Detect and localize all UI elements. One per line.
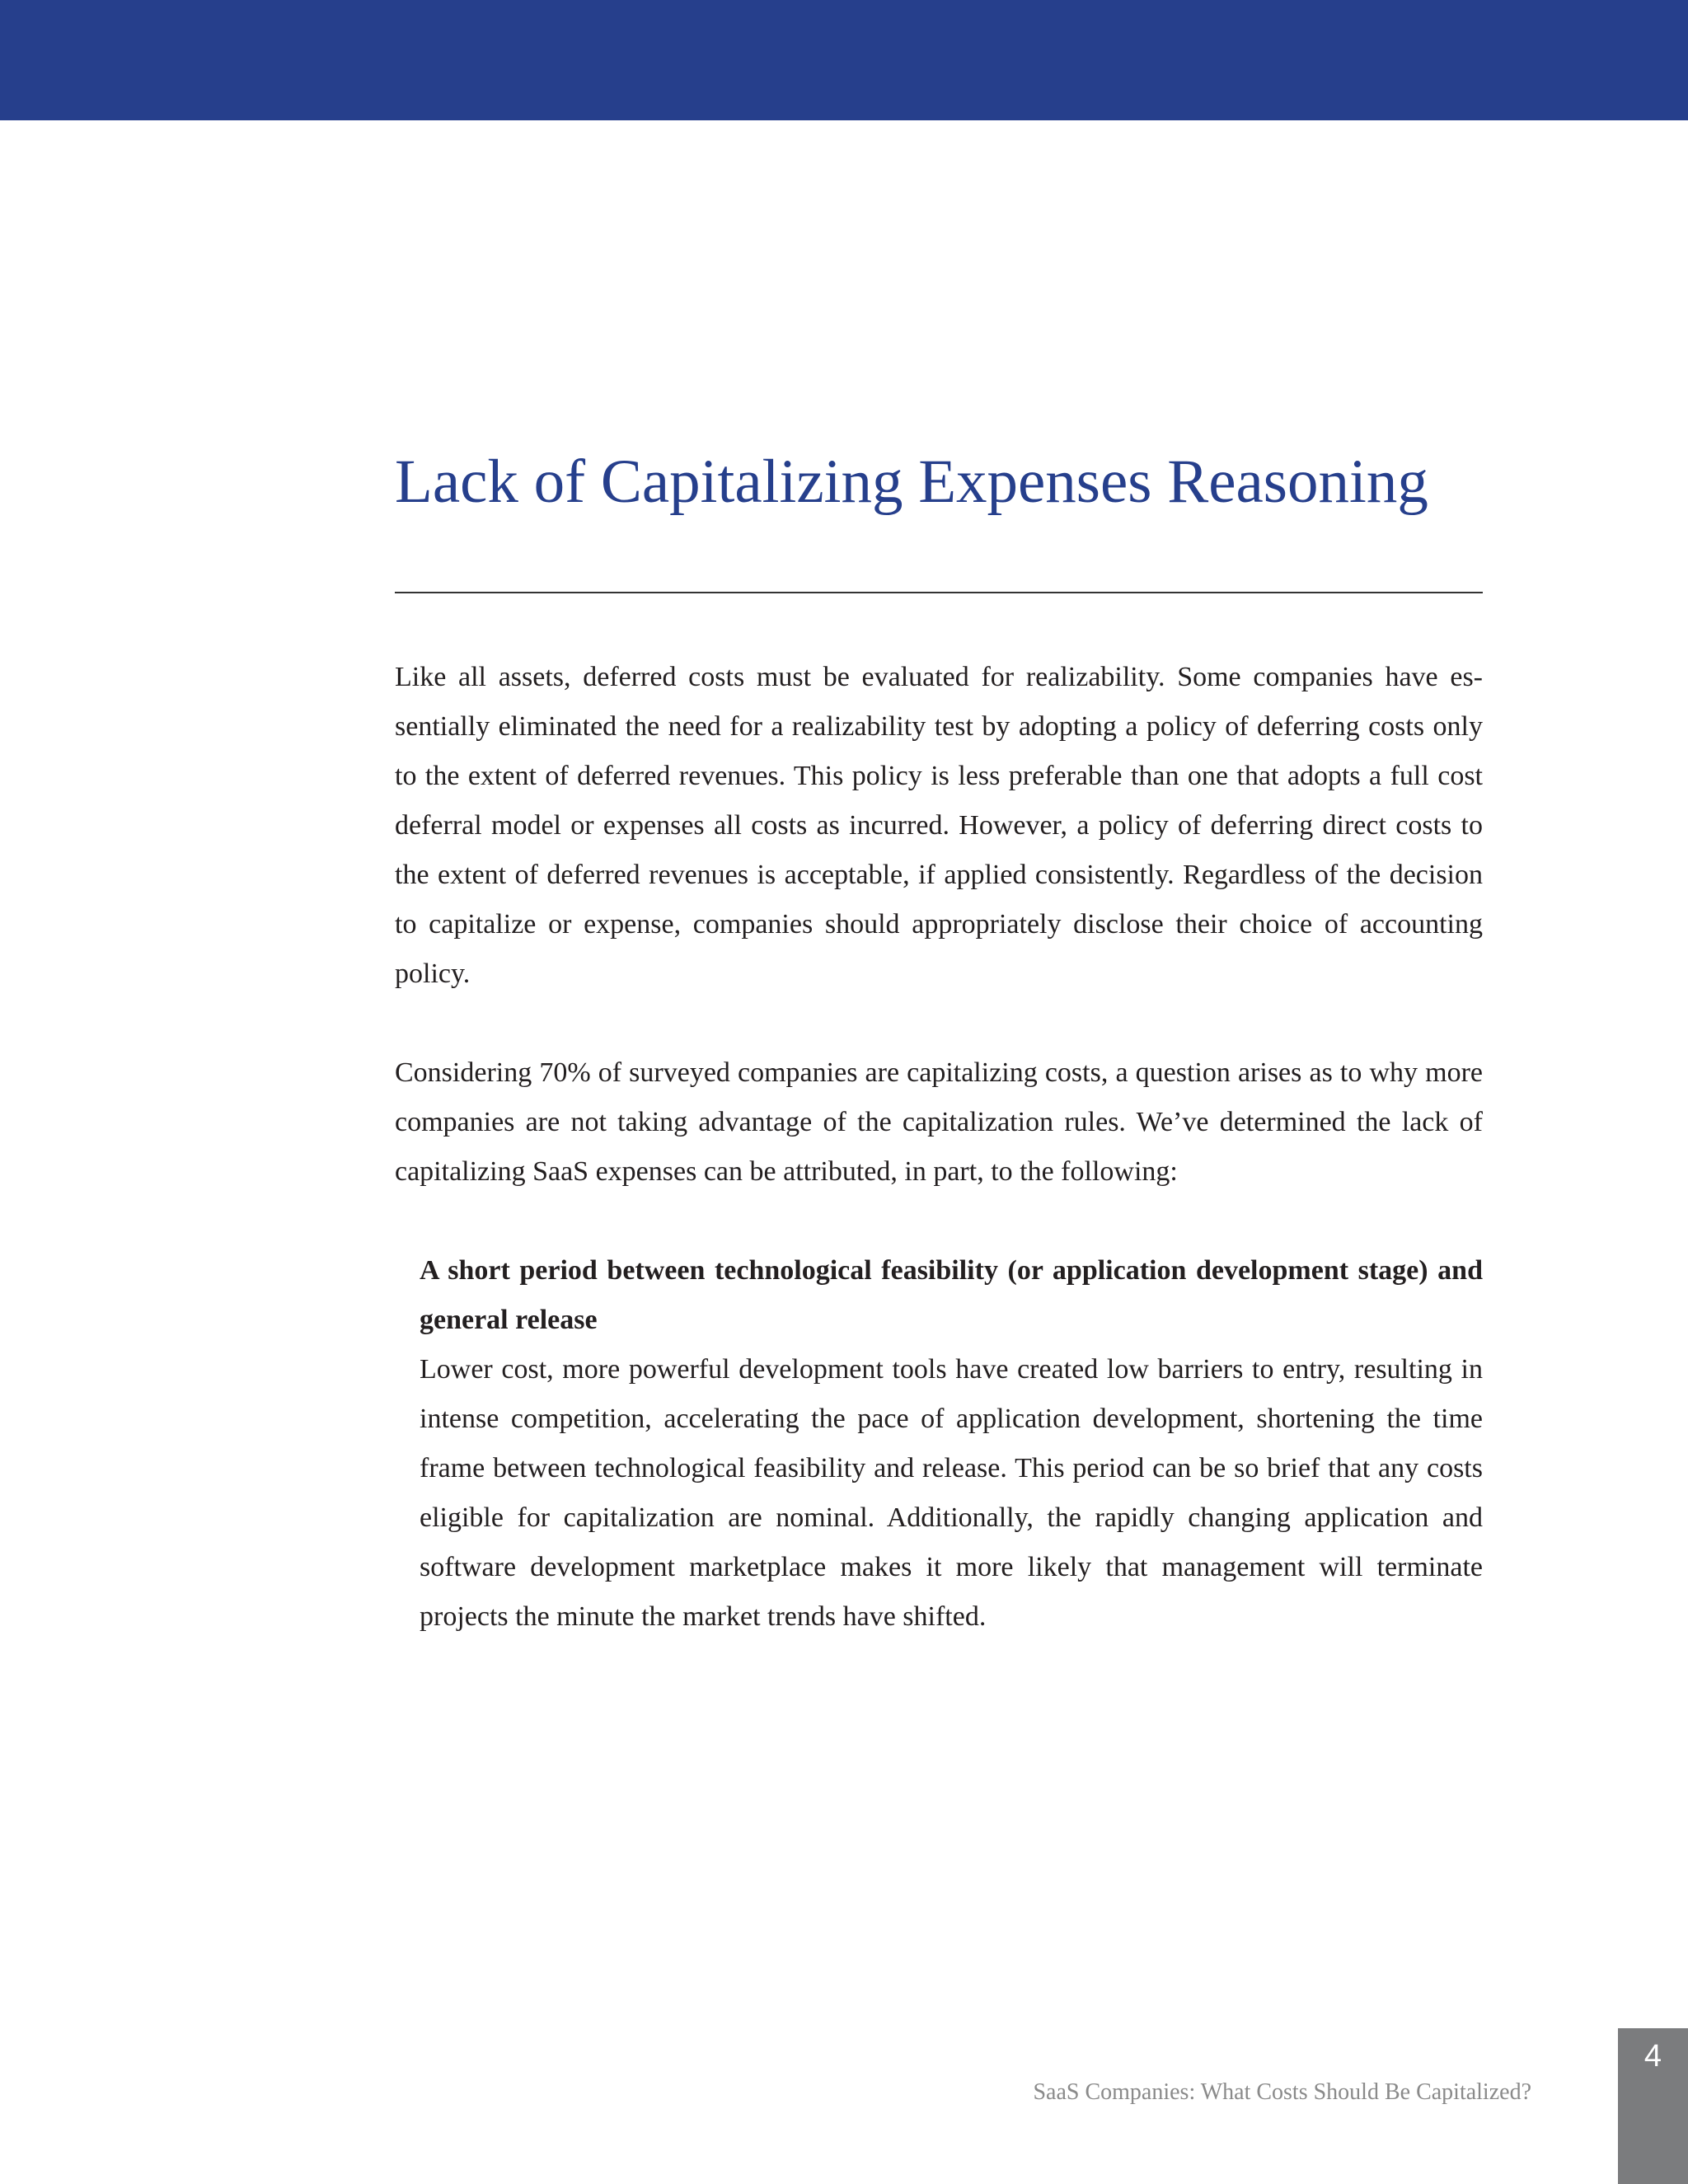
header-bar xyxy=(0,0,1688,120)
paragraph-capitalization-survey: Considering 70% of surveyed companies are capitalizing costs, a question arises as to why more companies are not taking advantage of the capitalization rules. We’ve determined the lack of capitalizing SaaS expenses can be attributed, in part, to the following: xyxy=(395,1057,1483,1187)
body-text xyxy=(395,653,1483,1642)
main-content xyxy=(395,437,1483,1632)
page-title: Lack of Capitalizing Expenses Reasoning xyxy=(395,448,1428,516)
footer-document-title: SaaS Companies: What Costs Should Be Capitalized? xyxy=(1033,2079,1531,2105)
subsection-short-period xyxy=(420,1246,1483,1642)
page-number-tab xyxy=(1618,2028,1688,2184)
paragraph-realizability: Like all assets, deferred costs must be evaluated for realizability. Some companies have essentially eliminated the need for a realizability test by adopting a policy of deferring costs only to the extent of deferred revenues. This policy is less preferable than one that adopts a full cost deferral model or expenses all costs as incurred. However, a policy of deferring direct costs to the extent of deferred revenues is acceptable, if applied consistently. Regardless of the decision to capitalize or expense, companies should appropriately disclose their choice of accounting policy. xyxy=(395,662,1483,989)
subsection-body: Lower cost, more powerful development tools have created low barriers to entry, resulting in intense competition, accelerating the pace of application development, shortening the time frame between technological feasibility and release. This period can be so brief that any costs eligible for capitalization are nominal. Additionally, the rapidly changing application and software development marketplace makes it more likely that management will terminate projects the minute the market trends have shifted. xyxy=(420,1354,1483,1632)
title-divider xyxy=(395,592,1483,593)
subsection-heading: A short period between technological feasibility (or application development stage) and general release xyxy=(420,1255,1483,1335)
page-number: 4 xyxy=(1643,2039,1662,2074)
